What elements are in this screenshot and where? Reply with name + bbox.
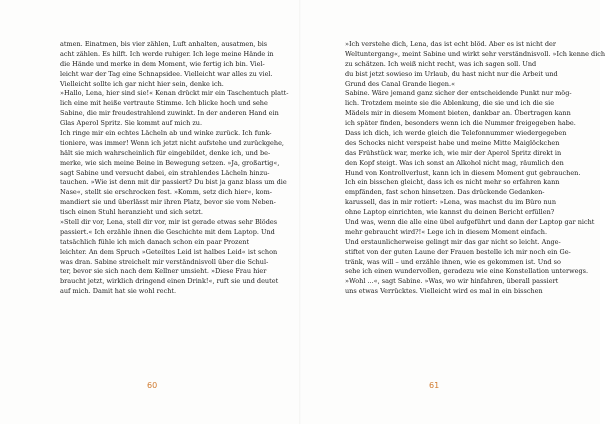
left-page-text [60,40,289,297]
text-line: Weltuntergang«, meint Sabine und wirkt sehr verständnisvoll. »Ich kenne dich [345,49,605,58]
text-line: ohne Laptop einrichten, wie kannst du deinen Bericht erfüllen? [345,208,555,217]
text-line: »Ich verstehe dich, Lena, das ist echt blöd. Aber es ist nicht der [345,40,556,48]
text-line: Und erstaunlicherweise gelingt mir das gar nicht so leicht. Ange- [345,237,561,246]
right-page-number: 61 [429,381,440,390]
text-line: tatsächlich fühle ich mich danach schon ein paar Prozent [60,237,250,246]
text-line: den Kopf steigt. Was ich sonst an Alkohol nicht mag, räumlich den [345,158,564,167]
text-line: sehe ich einen wundervollen, geradezu wie eine Konstellation unterwegs. [345,267,589,276]
text-line: uns etwas Verrücktes. Vielleicht wird es mal in ein bisschen [345,287,543,296]
text-line: acht zählen. Es hilft. Ich werde ruhiger. Ich lege meine Hände in [60,49,274,58]
text-line: Sabine, die mir freudestrahlend zuwinkt. In der anderen Hand ein [60,109,279,118]
text-line: braucht jetzt, wirklich dringend einen Drink!«, ruft sie und deutet [60,277,279,286]
text-line: was dran. Sabine streichelt mir verständnisvoll über die Schul- [60,257,269,266]
text-line: leichter. An dem Spruch »Geteiltes Leid ist halbes Leid« ist schon [60,247,278,256]
text-line: lich. Trotzdem meinte sie die Ablenkung, die sie und ich die sie [345,99,555,108]
text-line: karussell, das in mir rotiert: »Lena, was machst du im Büro nun [345,198,557,207]
text-line: Hund von Kontrollverlust, kann ich in diesem Moment gut gebrauchen. [345,168,581,177]
text-line: leicht war der Tag eine Schnapsidee. Vielleicht war alles zu viel. [60,69,273,78]
text-line: Vielleicht sollte ich gar nicht hier sein, denke ich. [60,79,224,88]
text-line: passiert.« Ich erzähle ihnen die Geschichte mit dem Laptop. Und [60,227,275,236]
text-line: ter, bevor sie sich nach dem Kellner umsieht. »Diese Frau hier [60,267,267,276]
text-line: Grund des Canal Grande liegen.« [345,79,456,88]
text-line: lich eine mit heiße vertraute Stimme. Ich blicke hoch und sehe [60,99,268,108]
text-line: mandiert sie und überlässt mir ihren Platz, bevor sie vom Neben- [60,198,276,207]
text-line: atmen. Einatmen, bis vier zählen, Luft anhalten, ausatmen, bis [60,40,268,48]
text-line: tauchen. »Wie ist denn mit dir passiert? Du bist ja ganz blass um die [60,178,287,187]
text-line: Dass ich dich, ich werde gleich die Telefonnummer wiedergegeben [345,129,567,138]
text-line: tränk, was will – und erzähle ihnen, wie es gekommen ist. Und so [345,257,561,266]
text-line: zu schätzen. Ich weiß nicht recht, was ich sagen soll. Und [345,59,537,68]
text-line: auf mich. Damit hat sie wohl recht. [60,287,177,296]
text-line: »Stell dir vor, Lena, stell dir vor, mir ist gerade etwas sehr Blödes [60,218,278,227]
left-page-number: 60 [147,381,158,390]
text-line: Und was, wenn die alle eine übel aufgeführt und dann der Laptop gar nicht [345,218,595,227]
text-line: Ich ein bisschen gleicht, dass ich es nicht mehr so erfahren kann [345,178,560,187]
text-line: merke, wie sich meine Beine in Bewegung setzen. »Ja, großartig«, [60,158,280,167]
text-line: tisch einen Stuhl heranzieht und sich setzt. [60,208,203,217]
text-line: die Hände und merke in dem Moment, wie fertig ich bin. Viel- [60,59,265,68]
text-line: des Schocks nicht verspeist habe und meine Mitte Maiglöckchen [345,138,560,147]
text-line: stiftet von der guten Laune der Frauen bestelle ich mir noch ein Ge- [345,247,571,256]
text-line: Nase«, stellt sie erschrocken fest. »Komm, setz dich hier«, kom- [60,188,272,197]
text-line: mehr gebraucht wird?!« Lege ich in diesem Moment einfach. [345,227,548,236]
text-line: »Hallo, Lena, hier sind sie!« Kenan drückt mir ein Taschentuch platt- [60,89,289,98]
book-gutter [299,0,301,424]
text-line: das Frühstück war, merke ich, wie mir der Aperol Spritz direkt in [345,148,562,157]
text-line: Ich ringe mir ein echtes Lächeln ab und winke zurück. Ich funk- [60,129,272,138]
text-line: ich später finden, besonders wenn ich die Nummer freigegeben habe. [345,119,576,128]
text-line: hält sie mich wahrscheinlich für eingebildet, denke ich, und be- [60,148,271,157]
text-line: Mädels mir in diesem Moment bieten, dankbar an. Übertragen kann [345,109,571,118]
text-line: Sabine. Wäre jemand ganz sicher der entscheidende Punkt nur mög- [345,89,572,98]
text-line: Glas Aperol Spritz. Sie kommt auf mich zu. [60,119,203,128]
text-line: empfänden, fast schon hinsetzen. Das drückende Gedanken- [345,188,545,197]
text-line: »Wohl ...«, sagt Sabine. »Was, wo wir hinfahren, überall passiert [345,277,559,286]
text-line: du bist jetzt sowieso im Urlaub, du hast nicht nur die Arbeit und [345,69,558,78]
right-page-text [345,40,605,297]
text-line: sagt Sabine und versucht dabei, ein strahlendes Lächeln hinzu- [60,168,270,177]
text-line: tioniere, was immer! Wenn ich jetzt nicht aufstehe und zurückgehe, [60,138,284,147]
